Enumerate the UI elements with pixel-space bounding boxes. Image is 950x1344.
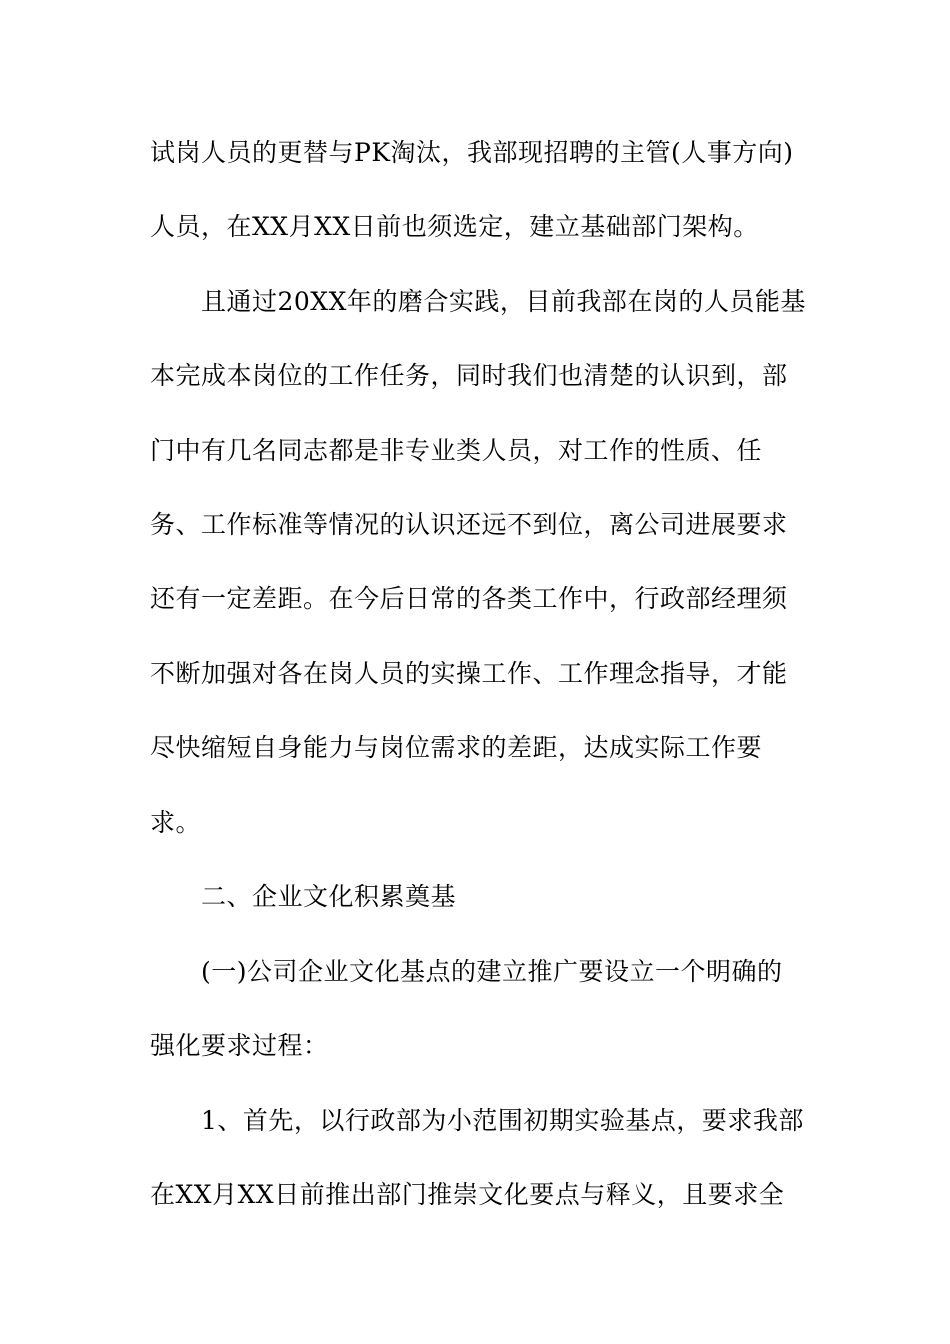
- body-text-line: 还有一定差距。在今后日常的各类工作中，行政部经理须: [150, 584, 788, 613]
- body-text-line: 求。: [150, 808, 202, 837]
- body-text-line: 本完成本岗位的工作任务，同时我们也清楚的认识到，部: [150, 361, 788, 390]
- section-heading: 二、企业文化积累奠基: [201, 882, 457, 911]
- body-text-line: 门中有几名同志都是非专业类人员，对工作的性质、任: [150, 436, 763, 465]
- body-text-line: 强化要求过程：: [150, 1031, 329, 1060]
- body-text-line: 在XX月XX日前推出部门推崇文化要点与释义，且要求全: [150, 1180, 785, 1209]
- body-text-line: 尽快缩短自身能力与岗位需求的差距，达成实际工作要: [150, 733, 763, 762]
- body-text-line: 务、工作标准等情况的认识还远不到位，离公司进展要求: [150, 510, 788, 539]
- body-text-line: 试岗人员的更替与PK淘汰，我部现招聘的主管(人事方向): [150, 138, 794, 167]
- body-text-line: 不断加强对各在岗人员的实操工作、工作理念指导，才能: [150, 659, 788, 688]
- paragraph-start-line: 且通过20XX年的磨合实践，目前我部在岗的人员能基: [201, 287, 806, 316]
- subsection-heading: (一)公司企业文化基点的建立推广要设立一个明确的: [201, 957, 783, 986]
- body-text-line: 人员，在XX月XX日前也须选定，建立基础部门架构。: [150, 212, 759, 241]
- numbered-item-line: 1、首先，以行政部为小范围初期实验基点，要求我部: [201, 1106, 804, 1135]
